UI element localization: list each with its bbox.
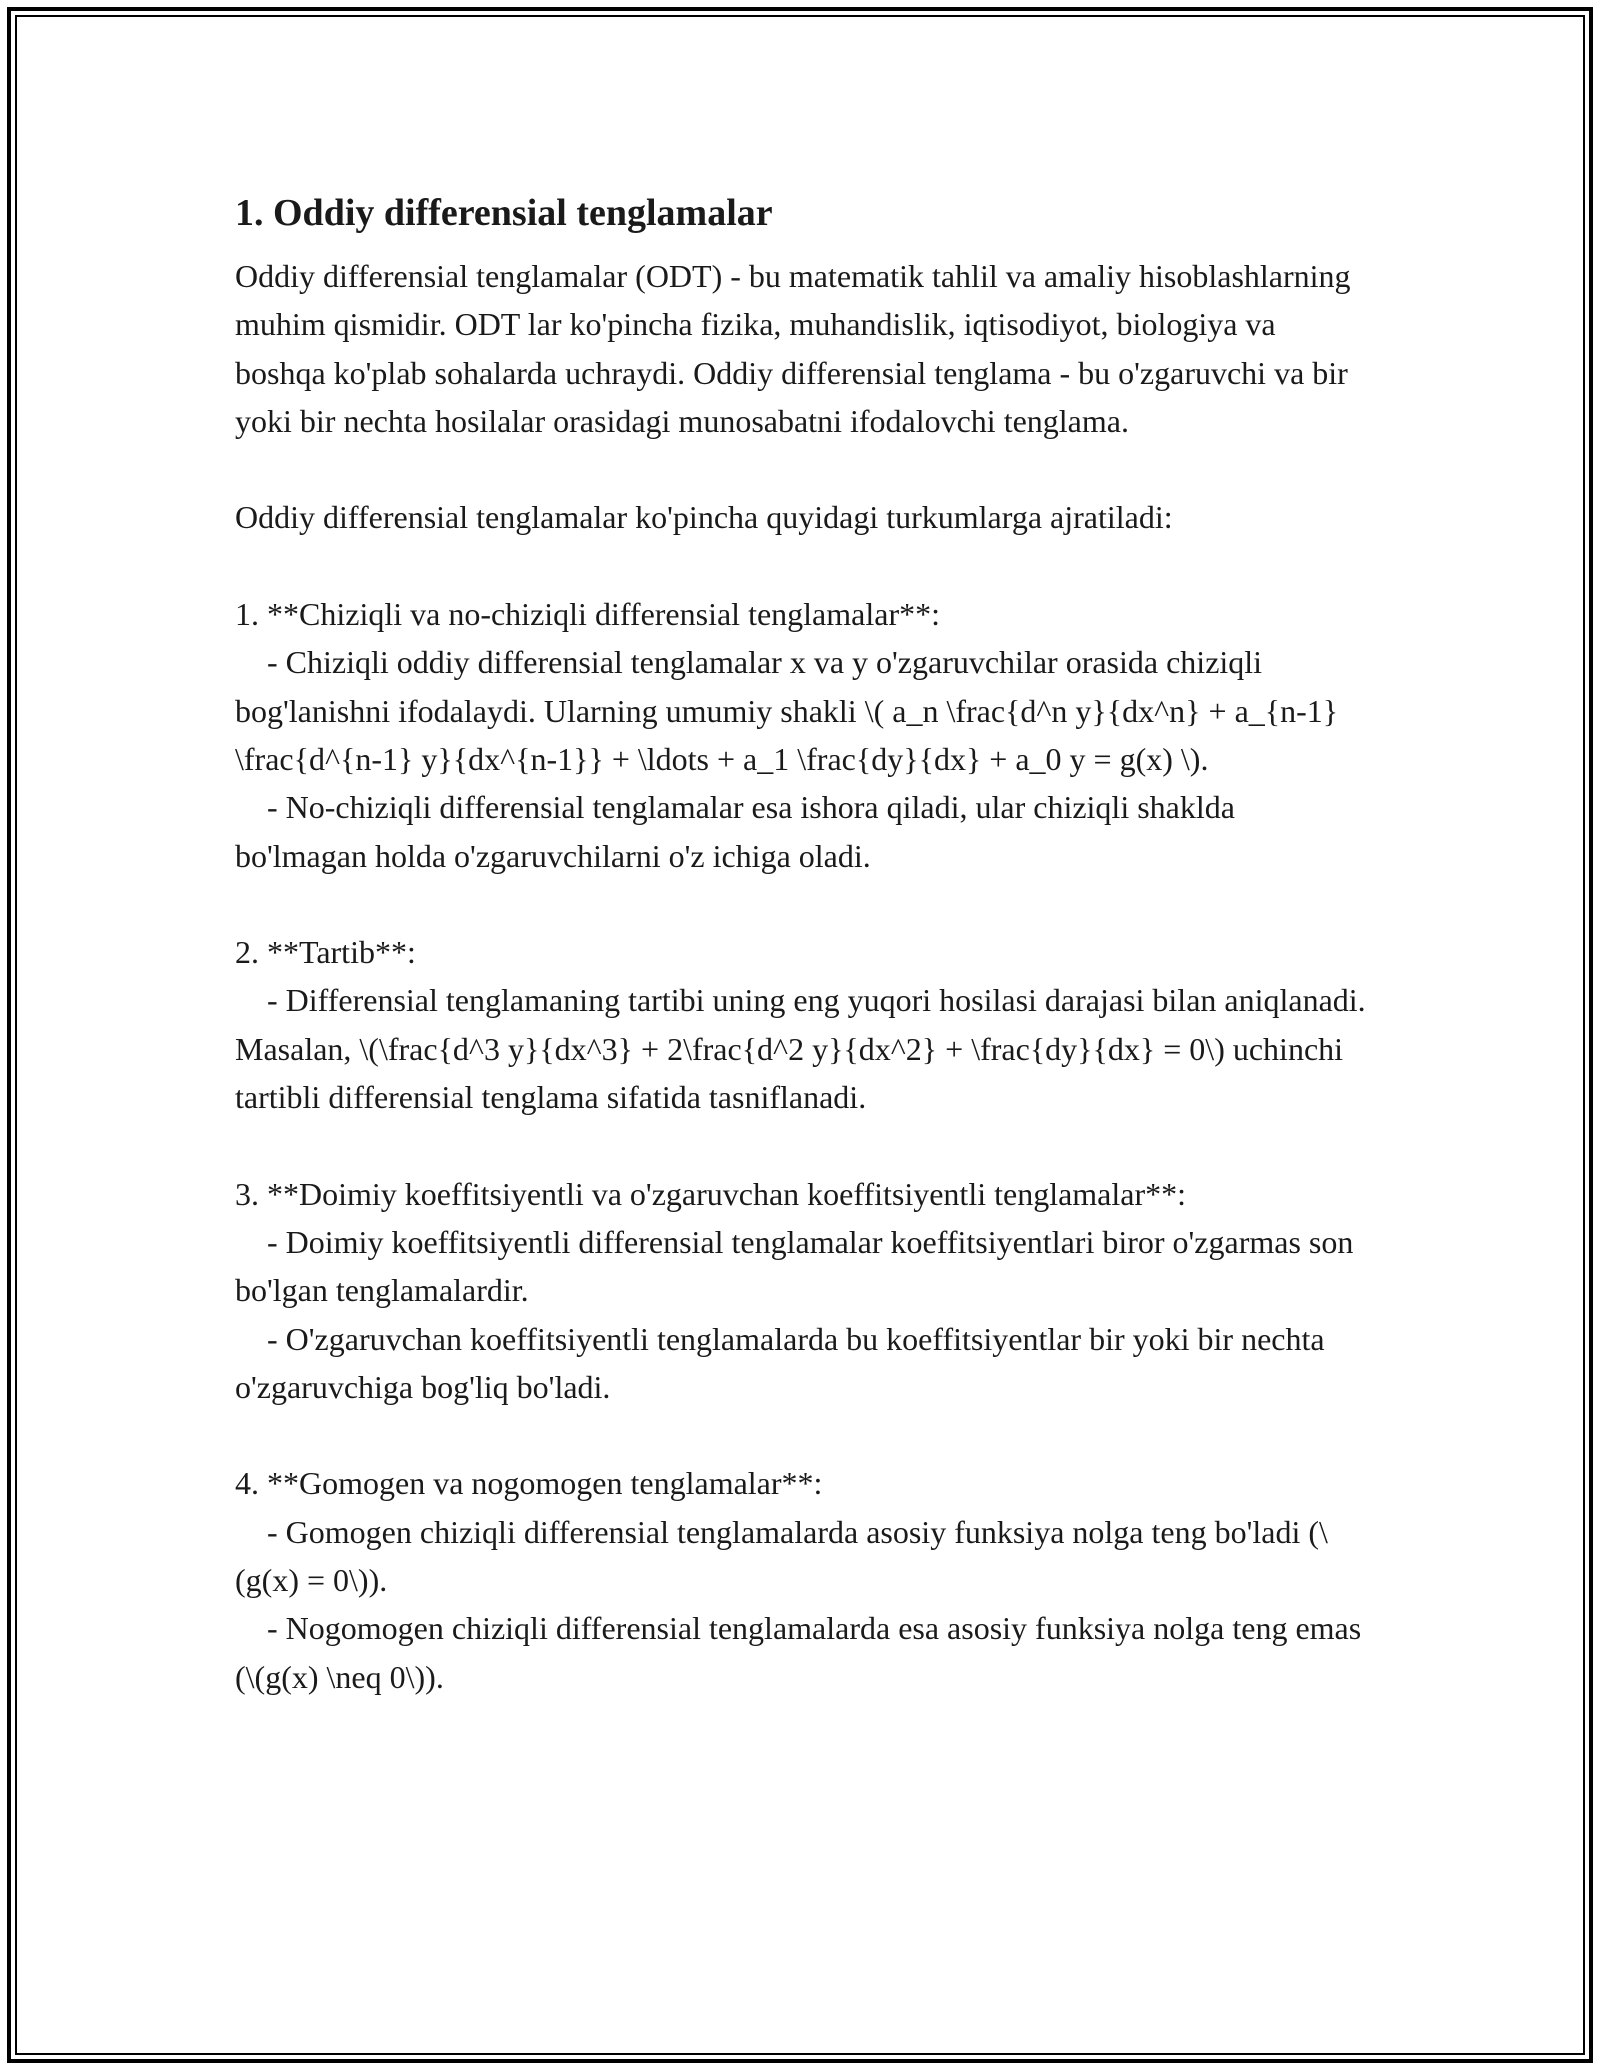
- paragraph-spacer: [235, 542, 1370, 590]
- list-item-order: 2. **Tartib**: - Differensial tenglamaning tartibi uning eng yuqori hosilasi darajasi bilan aniqlanadi. Masalan, \(\frac{d^3 y}{dx^3} + 2\frac{d^2 y}{dx^2} + \frac{dy}{dx} = 0\) uchinchi tartibli differensial tenglama sifatida tasniflanadi.: [235, 934, 1366, 1116]
- document-body: [235, 188, 1370, 1701]
- paragraph-spacer: [235, 1121, 1370, 1169]
- list-item-linearity: 1. **Chiziqli va no-chiziqli differensial tenglamalar**: - Chiziqli oddiy differensial tenglamalar x va y o'zgaruvchilar orasida chiziqli bog'lanishni ifodalaydi. Ularning umumiy shakli \( a_n \frac{d^n y}{dx^n} + a_{n-1} \frac{d^{n-1} y}{dx^{n-1}} + \ldots + a_1 \frac{dy}{dx} + a_0 y = g(x) \). - No-chiziqli differensial tenglamalar esa ishora qiladi, ular chiziqli shaklda bo'lmagan holda o'zgaruvchilarni o'z ichiga oladi.: [235, 596, 1339, 874]
- intro-paragraph: Oddiy differensial tenglamalar (ODT) - bu matematik tahlil va amaliy hisoblashlarning muhim qismidir. ODT lar ko'pincha fizika, muhandislik, iqtisodiyot, biologiya va boshqa ko'plab sohalarda uchraydi. Oddiy differensial tenglama - bu o'zgaruvchi va bir yoki bir nechta hosilalar orasidagi munosabatni ifodalovchi tenglama.: [235, 258, 1359, 439]
- categories-lead-paragraph: Oddiy differensial tenglamalar ko'pincha quyidagi turkumlarga ajratiladi:: [235, 499, 1173, 536]
- section-title: 1. Oddiy differensial tenglamalar: [235, 192, 773, 234]
- paragraph-spacer: [235, 880, 1370, 928]
- paragraph-spacer: [235, 1411, 1370, 1459]
- list-item-homogeneity: 4. **Gomogen va nogomogen tenglamalar**: - Gomogen chiziqli differensial tenglamalarda asosiy funksiya nolga teng bo'ladi (\(g(x) = 0\)). - Nogomogen chiziqli differensial tenglamalarda esa asosiy funksiya nolga teng emas (\(g(x) \neq 0\)).: [235, 1465, 1362, 1695]
- paragraph-spacer: [235, 445, 1370, 493]
- list-item-coefficients: 3. **Doimiy koeffitsiyentli va o'zgaruvchan koeffitsiyentli tenglamalar**: - Doimiy koeffitsiyentli differensial tenglamalar koeffitsiyentlari biror o'zgarmas son bo'lgan tenglamalardir. - O'zgaruvchan koeffitsiyentli tenglamalarda bu koeffitsiyentlar bir yoki bir nechta o'zgaruvchiga bog'liq bo'ladi.: [235, 1175, 1354, 1405]
